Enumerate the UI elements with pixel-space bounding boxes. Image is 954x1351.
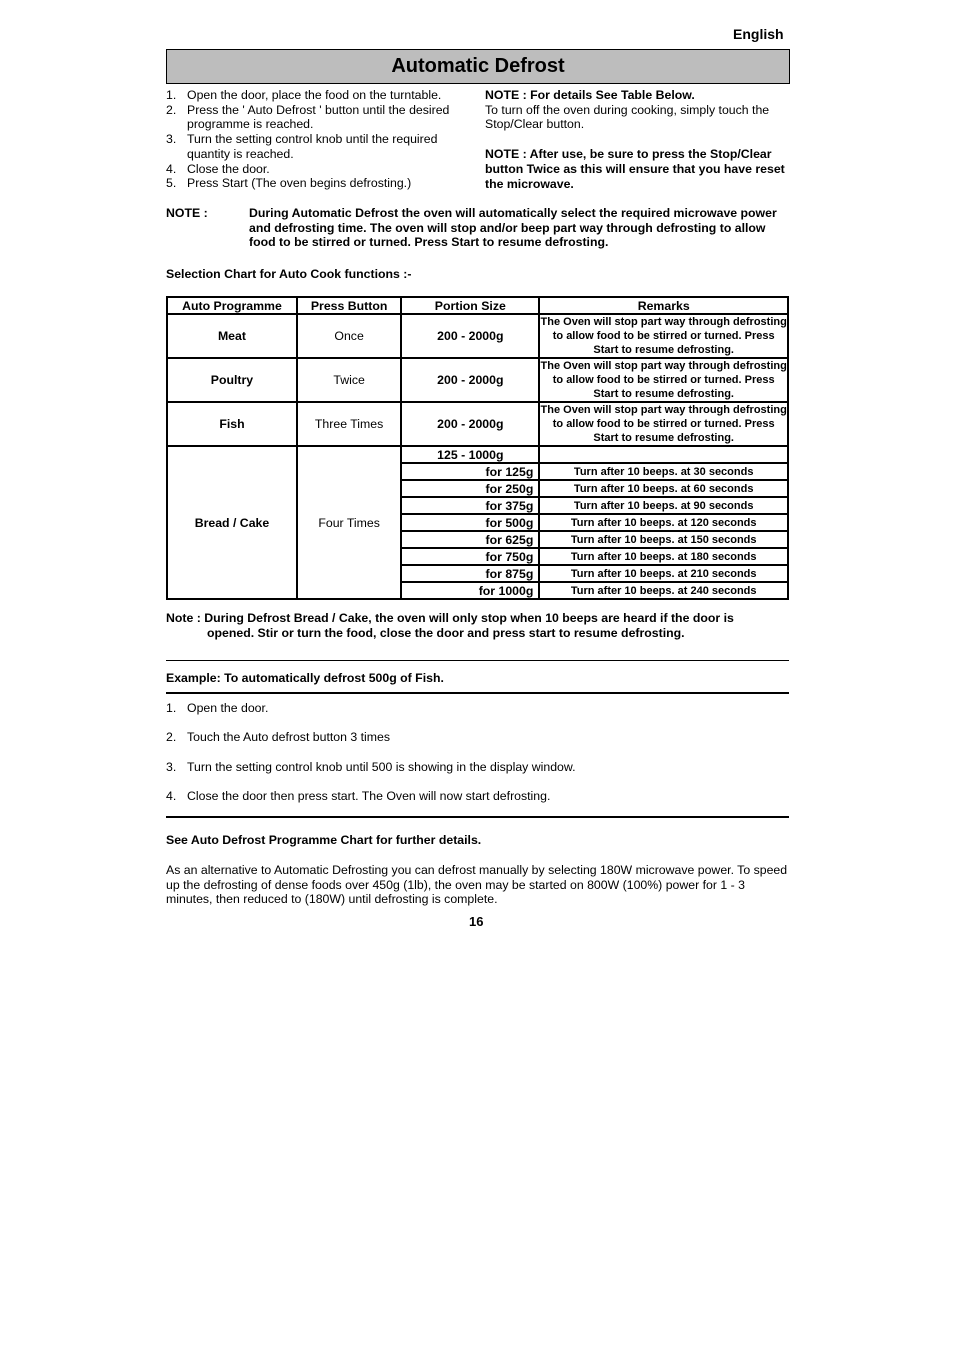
automatic-defrost-note — [166, 206, 786, 250]
note-label: NOTE : — [166, 206, 208, 220]
step-text: Turn the setting control knob until the required quantity is reached. — [187, 132, 438, 161]
step-text: Touch the Auto defrost button 3 times — [187, 730, 391, 744]
list-item — [166, 162, 466, 177]
remarks-cell — [539, 446, 788, 463]
note-text: During Automatic Defrost the oven will automatically select the required microwave power and defrosting time. The oven will stop and/or beep part way through defrosting to allow food to be stirred or turned. Press Start to resume defrosting. — [249, 206, 777, 250]
remarks-cell: Turn after 10 beeps. at 210 seconds — [539, 565, 788, 582]
column-header: Remarks — [539, 297, 788, 314]
portion-cell: for 875g — [401, 565, 539, 582]
table-row — [167, 314, 788, 358]
example-step — [166, 701, 786, 715]
divider — [166, 692, 789, 694]
column-header: Portion Size — [401, 297, 539, 314]
see-chart-note: See Auto Defrost Programme Chart for further details. — [166, 833, 482, 847]
programme-cell: Bread / Cake — [167, 446, 297, 599]
note-after-use: NOTE : After use, be sure to press the Stop/Clear button Twice as this will ensure that you have reset the microwave. — [485, 147, 785, 191]
instruction-steps — [166, 88, 466, 191]
step-number: 2. — [166, 102, 177, 117]
step-number: 4. — [166, 789, 177, 803]
remarks-cell: Turn after 10 beeps. at 120 seconds — [539, 514, 788, 531]
remarks-cell: Turn after 10 beeps. at 150 seconds — [539, 531, 788, 548]
remarks-cell: The Oven will stop part way through defrosting to allow food to be stirred or turned. Press Start to resume defrosting. — [540, 316, 787, 356]
programme-cell: Fish — [167, 402, 297, 446]
turn-off-instruction: To turn off the oven during cooking, simply touch the Stop/Clear button. — [485, 102, 770, 132]
page-title: Automatic Defrost — [391, 55, 565, 77]
table-row — [167, 358, 788, 402]
column-header: Press Button — [297, 297, 401, 314]
portion-cell: for 625g — [401, 531, 539, 548]
table-row — [167, 446, 788, 463]
step-text: Close the door then press start. The Oven will now start defrosting. — [187, 789, 551, 803]
step-text: Press the ' Auto Defrost ' button until the desired programme is reached. — [187, 102, 450, 132]
portion-cell: for 750g — [401, 548, 539, 565]
portion-cell: for 375g — [401, 497, 539, 514]
auto-defrost-table — [166, 296, 789, 600]
note-line: opened. Stir or turn the food, close the door and press start to resume defrosting. — [207, 625, 685, 640]
portion-cell: for 500g — [401, 514, 539, 531]
note-line: Note : During Defrost Bread / Cake, the oven will only stop when 10 beeps are heard if the door is — [166, 611, 734, 625]
step-number: 3. — [166, 760, 177, 774]
step-text: Close the door. — [187, 161, 270, 176]
remarks-cell: The Oven will stop part way through defrosting to allow food to be stirred or turned. Press Start to resume defrosting. — [540, 404, 787, 444]
portion-cell: for 250g — [401, 480, 539, 497]
example-step — [166, 730, 786, 744]
example-step — [166, 760, 786, 774]
remarks-cell: Turn after 10 beeps. at 240 seconds — [539, 582, 788, 599]
step-text: Turn the setting control knob until 500 is showing in the display window. — [187, 760, 576, 774]
example-step — [166, 789, 786, 803]
column-header: Auto Programme — [167, 297, 297, 314]
portion-cell: for 1000g — [401, 582, 539, 599]
portion-cell: 200 - 2000g — [401, 314, 539, 358]
press-cell: Four Times — [297, 446, 401, 599]
bread-cake-note — [166, 611, 786, 640]
table-row — [167, 402, 788, 446]
note-table-reference: NOTE : For details See Table Below. — [485, 88, 695, 102]
list-item — [166, 103, 466, 132]
press-cell: Three Times — [297, 402, 401, 446]
press-cell: Twice — [297, 358, 401, 402]
programme-cell: Meat — [167, 314, 297, 358]
step-text: Open the door. — [187, 701, 269, 715]
step-text: Press Start (The oven begins defrosting.) — [187, 176, 412, 191]
portion-cell: 200 - 2000g — [401, 358, 539, 402]
divider — [166, 660, 789, 661]
divider — [166, 816, 789, 818]
step-number: 3. — [166, 132, 177, 147]
step-number: 5. — [166, 176, 177, 191]
step-number: 1. — [166, 701, 177, 715]
example-heading: Example: To automatically defrost 500g of Fish. — [166, 671, 444, 685]
step-number: 4. — [166, 161, 177, 176]
remarks-cell: Turn after 10 beeps. at 30 seconds — [539, 463, 788, 480]
list-item — [166, 176, 466, 191]
step-number: 1. — [166, 88, 177, 102]
step-text: Open the door, place the food on the turntable. — [187, 88, 442, 102]
portion-cell: for 125g — [401, 463, 539, 480]
manual-defrost-paragraph: As an alternative to Automatic Defrosting you can defrost manually by selecting 180W microwave power. To speed up the defrosting of dense foods over 450g (1lb), the oven may be started on 800W (100%) power for 1 - 3 minutes, then reduced to (180W) until defrosting is complete. — [166, 863, 788, 906]
selection-chart-heading: Selection Chart for Auto Cook functions :- — [166, 267, 412, 281]
remarks-cell: Turn after 10 beeps. at 180 seconds — [539, 548, 788, 565]
table-header-row — [167, 297, 788, 314]
portion-range-cell: 125 - 1000g — [401, 446, 539, 463]
title-bar — [166, 49, 790, 84]
programme-cell: Poultry — [167, 358, 297, 402]
list-item — [166, 132, 466, 161]
step-number: 2. — [166, 730, 177, 744]
list-item — [166, 88, 466, 103]
press-cell: Once — [297, 314, 401, 358]
page-number: 16 — [469, 914, 484, 929]
remarks-cell: The Oven will stop part way through defrosting to allow food to be stirred or turned. Press Start to resume defrosting. — [540, 360, 787, 400]
remarks-cell: Turn after 10 beeps. at 60 seconds — [539, 480, 788, 497]
remarks-cell: Turn after 10 beeps. at 90 seconds — [539, 497, 788, 514]
language-label: English — [733, 26, 784, 42]
right-notes — [485, 88, 785, 191]
portion-cell: 200 - 2000g — [401, 402, 539, 446]
